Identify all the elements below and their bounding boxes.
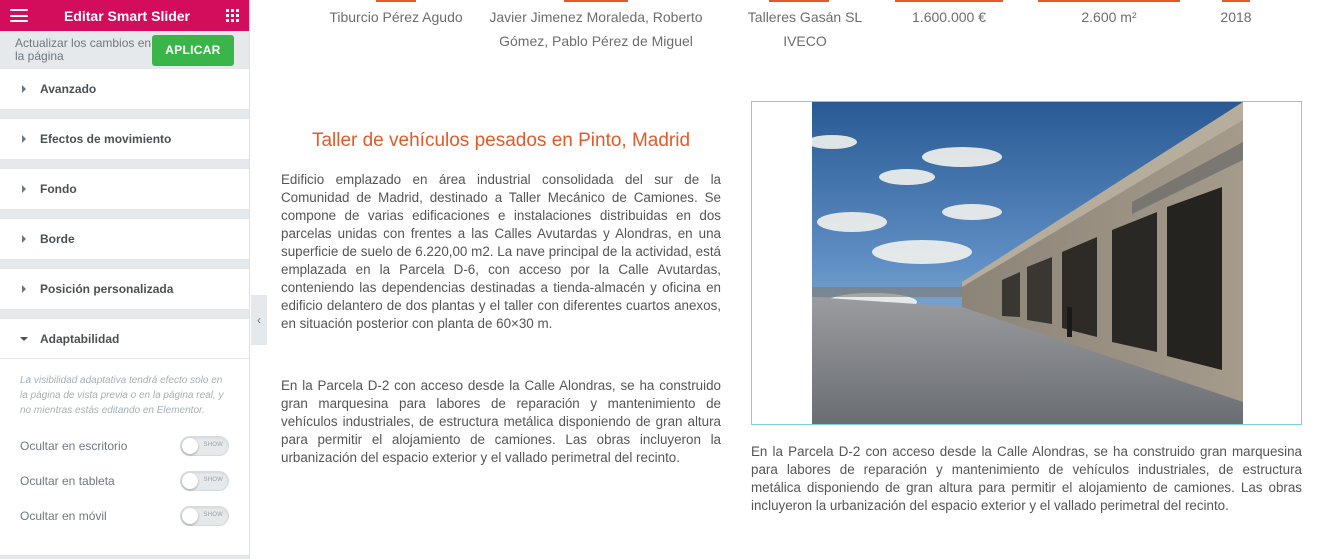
toggle-row-tablet (20, 463, 229, 498)
info-contractor (730, 5, 880, 53)
switch-state: SHOW (203, 441, 223, 448)
toggle-row-desktop (20, 428, 229, 463)
paragraph-2: En la Parcela D-2 con acceso desde la Calle Alondras, se ha construido gran marquesina para labores de reparación y mantenimiento de vehículos industriales, de estructura metálica disponiendo de gran altura para permitir el alojamiento de camiones. Las obras incluyeron la urbanización del espacio exterior y el vallado perimetral del recinto. (281, 378, 721, 465)
section-adaptabilidad[interactable] (0, 319, 249, 359)
caret-right-icon (22, 185, 26, 193)
info-area: 2.600 m² (1081, 9, 1137, 25)
info-architects (480, 5, 712, 53)
section-posicion-personalizada[interactable] (0, 269, 249, 309)
hamburger-icon[interactable] (10, 9, 28, 22)
section-label: Posición personalizada (40, 282, 174, 296)
info-architects-line2: Gómez, Pablo Pérez de Miguel (499, 33, 693, 49)
apply-button[interactable]: APLICAR (152, 35, 234, 66)
info-client: Tiburcio Pérez Agudo (329, 9, 463, 25)
project-photo (812, 102, 1243, 424)
panel-title: Editar Smart Slider (63, 7, 191, 24)
info-architects-line1: Javier Jimenez Moraleda, Roberto (489, 9, 703, 25)
switch-state: SHOW (203, 476, 223, 483)
section-label: Avanzado (40, 82, 97, 96)
hide-tablet-switch[interactable] (180, 471, 229, 491)
caret-down-icon (20, 337, 28, 341)
switch-knob (182, 438, 198, 454)
info-contractor-line2: IVECO (783, 33, 827, 49)
info-year: 2018 (1220, 9, 1252, 25)
chevron-left-icon: ‹ (257, 313, 261, 327)
section-fondo[interactable] (0, 169, 249, 209)
section-avanzado[interactable] (0, 69, 249, 109)
accent-line (895, 0, 1003, 2)
toggle-row-mobile (20, 498, 229, 533)
accent-line (376, 0, 416, 2)
section-borde[interactable] (0, 219, 249, 259)
section-label: Borde (40, 232, 75, 246)
accent-line (1038, 0, 1180, 2)
hide-mobile-switch[interactable] (180, 506, 229, 526)
accent-line (564, 0, 628, 2)
accent-line (1222, 0, 1250, 2)
grid-icon[interactable] (226, 9, 239, 22)
image-frame[interactable] (751, 101, 1302, 425)
switch-state: SHOW (203, 511, 223, 518)
accent-line (769, 0, 829, 2)
toggle-label: Ocultar en móvil (20, 508, 107, 523)
caret-right-icon (22, 285, 26, 293)
paragraph-1: Edificio emplazado en área industrial consolidada del sur de la Comunidad de Madrid, destinado a Taller Mecánico de Camiones. Se compone de varias edificaciones e instalaciones distribuidas en dos parcelas unidas con frentes a las Calles Avutardas y Alondras, en una superficie de suelo de 6.220,00 m2. La nave principal de la actividad, está emplazada en la Parcela D-6, con acceso por la Calle Avutardas, conteniendo las dependencias destinadas a tienda-almacén y oficina en edificio delantero de dos plantas y el taller con diferentes cuartos anexos, en situación posterior con planta de 60×30 m. (281, 172, 721, 331)
panel-collapse-button[interactable] (251, 295, 267, 345)
switch-knob (182, 473, 198, 489)
adaptabilidad-body (0, 359, 249, 555)
caret-right-icon (22, 85, 26, 93)
section-label: Fondo (40, 182, 77, 196)
image-caption: En la Parcela D-2 con acceso desde la Calle Alondras, se ha construido gran marquesina para labores de reparación y mantenimiento de vehículos industriales, de estructura metálica disponiendo de gran altura para permitir el alojamiento de camiones. Las obras incluyeron la urbanización del espacio exterior y el vallado perimetral del recinto. (751, 444, 1302, 513)
info-contractor-line1: Talleres Gasán SL (747, 9, 863, 25)
adapt-note: La visibilidad adaptativa tendrá efecto solo en la página de vista previa o en la página real, y no mientras estás editando en Elementor. (20, 375, 224, 416)
info-budget: 1.600.000 € (912, 9, 986, 25)
section-label: Adaptabilidad (40, 331, 120, 346)
switch-knob (182, 508, 198, 524)
elementor-panel (0, 0, 250, 559)
update-bar (0, 31, 249, 69)
toggle-label: Ocultar en tableta (20, 473, 115, 488)
project-heading: Taller de vehículos pesados en Pinto, Madrid (311, 130, 691, 151)
caret-right-icon (22, 135, 26, 143)
update-message: Actualizar los cambios en la página (15, 36, 152, 63)
section-label: Efectos de movimiento (40, 132, 172, 146)
toggle-label: Ocultar en escritorio (20, 438, 128, 453)
section-efectos-movimiento[interactable] (0, 119, 249, 159)
panel-header (0, 0, 249, 31)
hide-desktop-switch[interactable] (180, 436, 229, 456)
caret-right-icon (22, 235, 26, 243)
